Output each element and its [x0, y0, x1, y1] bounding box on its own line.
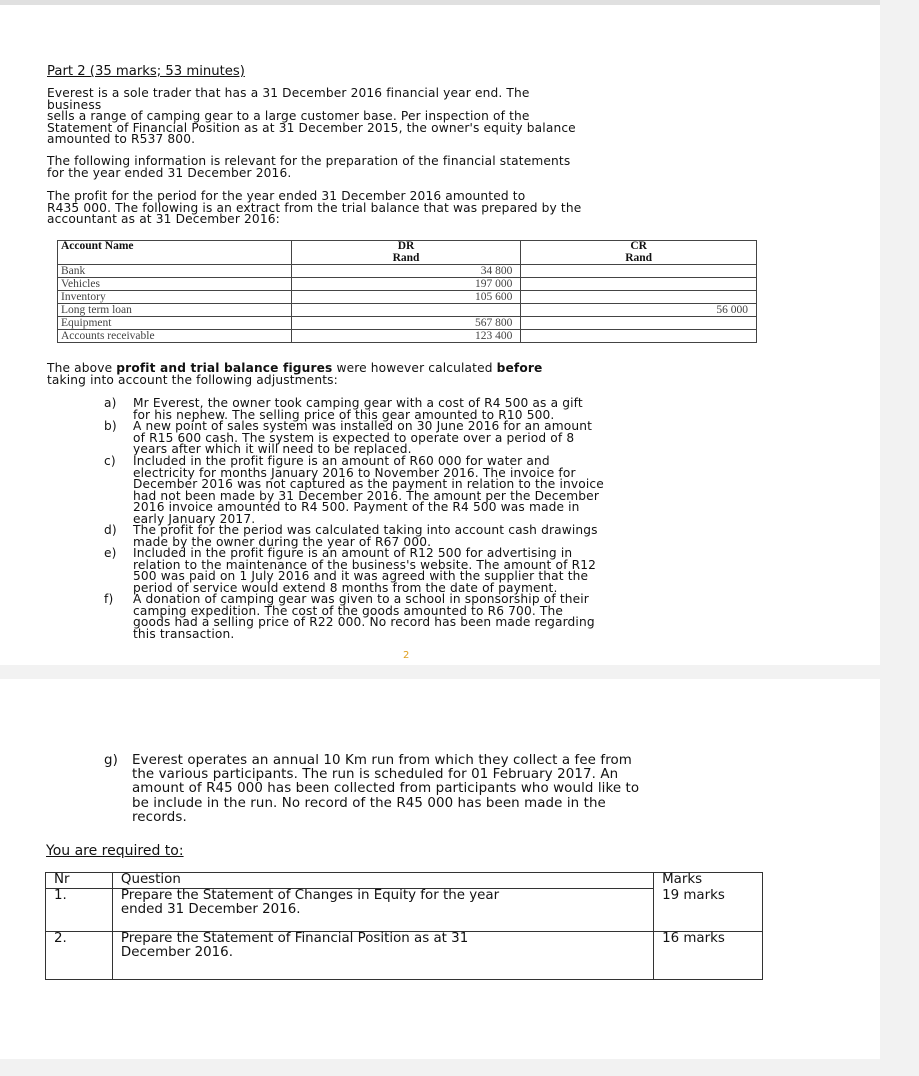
- page-number: 2: [403, 650, 410, 661]
- table-header-row: [46, 873, 763, 889]
- table-header-row: [58, 241, 757, 265]
- document-page-1: Part 2 (35 marks; 53 minutes) Everest is a sole trader that has a 31 December 2016 financial year end. The business sells a range of camping gear to a large customer base. Per inspection of the Statement of Financial Position as at 31 December 2015, the owner's equity balance amounted to R537 800. The following information is relevant for the preparation of the financial statements for the year ended 31 December 2016. The profit for the period for the year ended 31 December 2016 amounted to R435 000. The following is an extract from the trial balance that was prepared by the accountant as at 31 December 2016: Account Name DR Rand CR Rand Bank 34 800 Vehicles 197 000 Inventory 105 600 Long term loan 56 000 Equipment 567 800 Accounts receivable 123 400 The above profit and trial balance figures were however calculated before taking into account the following adjustments: a) Mr Everest, the owner took camping gear with a cost of R4 500 as a gift for his nephew. The selling price of this gear amounted to R10 500. b) A new point of sales system was installed on 30 June 2016 for an amount of R15 600 cash. The system is expected to operate over a period of 8 years after which it will need to be replaced. c) Included in the profit figure is an amount of R60 000 for water and electricity for months January 2016 to November 2016. The invoice for December 2016 was not captured as the payment in relation to the invoice had not been made by 31 December 2016. The amount per the December 2016 invoice amounted to R4 500. Payment of the R4 500 was made in early January 2017. d) The profit for the period was calculated taking into account cash drawings made by the owner during the year of R67 000. e) Included in the profit figure is an amount of R12 500 for advertising in relation to the maintenance of the business's website. The amount of R12 500 was paid on 1 July 2016 and it was agreed with the supplier that the period of service would extend 8 months from the date of payment. f) A donation of camping gear was given to a school in sponsorship of their camping expedition. The cost of the goods amounted to R6 700. The goods had a selling price of R22 000. No record has been made regarding this transaction. 2: [0, 5, 880, 665]
- cr-header: CR Rand: [521, 241, 757, 265]
- info-paragraph: [47, 156, 570, 179]
- required-heading: You are required to:: [46, 843, 184, 859]
- text-line: amounted to R537 800.: [47, 132, 196, 147]
- trial-balance-table: [57, 240, 757, 343]
- text-line: for the year ended 31 December 2016.: [47, 165, 292, 180]
- table-row: Long term loan 56 000: [58, 304, 757, 317]
- table-row: Accounts receivable 123 400: [58, 330, 757, 343]
- table-row: Inventory 105 600: [58, 291, 757, 304]
- question-header: Question: [112, 873, 653, 889]
- text-line: taking into account the following adjustments:: [47, 372, 338, 387]
- requirements-table: [45, 872, 763, 980]
- text-line: Everest is a sole trader that has a 31 December 2016 financial year end. The: [47, 86, 530, 100]
- text-line: The following information is relevant for the preparation of the financial statements: [47, 154, 571, 168]
- text-line: accountant as at 31 December 2016:: [47, 212, 280, 227]
- text-line: The profit for the period for the year ended 31 December 2016 amounted to: [47, 189, 526, 203]
- dr-header: DR Rand: [291, 241, 521, 265]
- account-name-header: Account Name: [58, 241, 292, 265]
- marks-header: Marks: [654, 873, 763, 889]
- text-line: Statement of Financial Position as at 31 December 2015, the owner's equity balance: [47, 120, 576, 135]
- text-line: business: [47, 97, 102, 112]
- table-row: Equipment 567 800: [58, 317, 757, 330]
- table-row: 2. Prepare the Statement of Financial Position as at 31 December 2016. 16 marks: [46, 932, 763, 980]
- text-line: R435 000. The following is an extract from the trial balance that was prepared by the: [47, 200, 582, 215]
- table-row: Bank 34 800: [58, 265, 757, 278]
- nr-header: Nr: [46, 873, 113, 889]
- adjustments-intro: [47, 363, 542, 386]
- text-line: sells a range of camping gear to a large customer base. Per inspection of the: [47, 109, 530, 124]
- text-line: The above profit and trial balance figures were however calculated before: [47, 361, 543, 375]
- table-row: 1. Prepare the Statement of Changes in Equity for the year ended 31 December 2016. 19 marks: [46, 889, 763, 932]
- document-page-2: g) Everest operates an annual 10 Km run from which they collect a fee from the various participants. The run is scheduled for 01 February 2017. An amount of R45 000 has been collected from participants who would like to be include in the run. No record of the R45 000 has been made in the records. You are required to: Nr Question Marks 1. Prepare the Statement of Changes in Equity for the year ended 31 December 2016. 19 marks 2. Prepare the Statement of Financial Position as at 31 December 2016. 16 marks: [0, 679, 880, 1059]
- intro-paragraph: [47, 88, 576, 146]
- part-heading: Part 2 (35 marks; 53 minutes): [47, 64, 245, 79]
- profit-paragraph: [47, 191, 581, 226]
- table-row: Vehicles 197 000: [58, 278, 757, 291]
